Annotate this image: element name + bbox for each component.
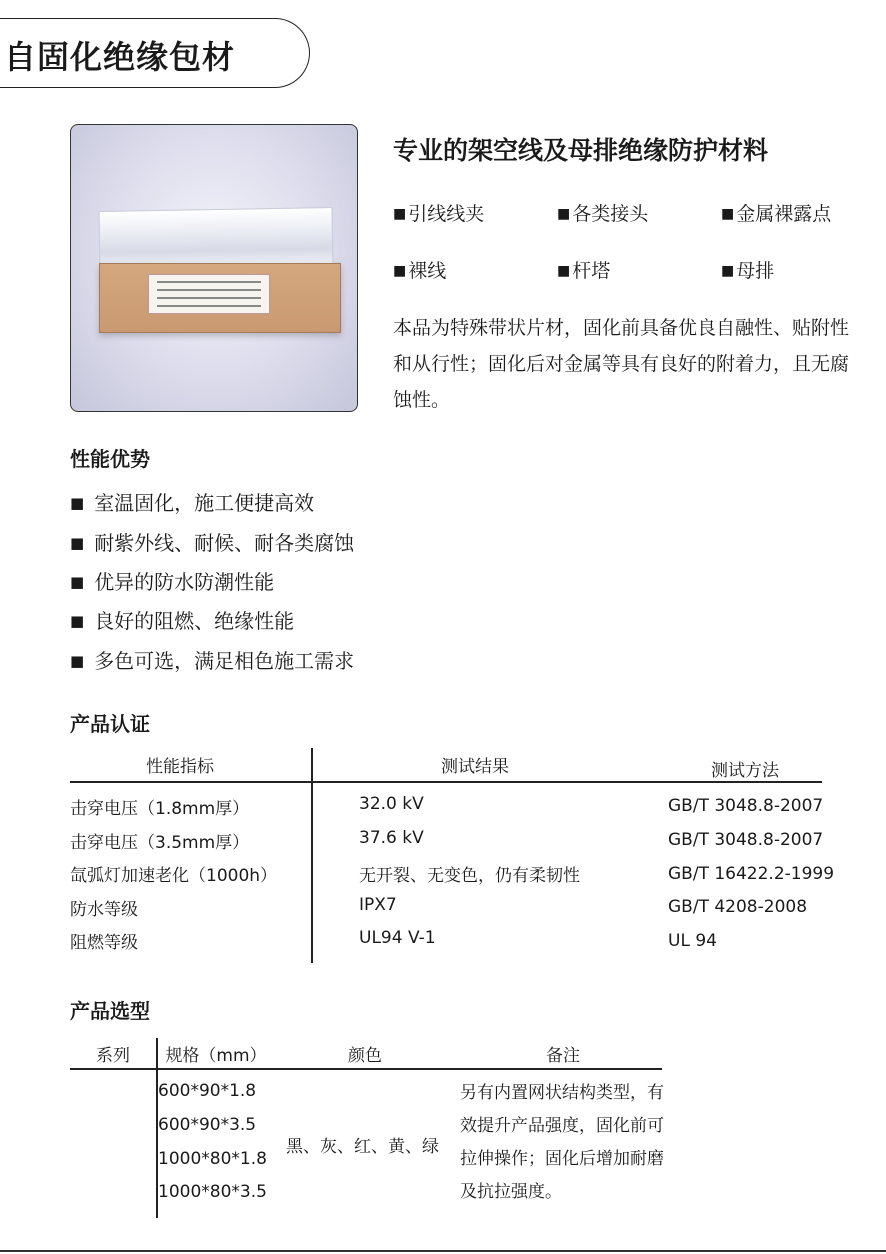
advantage-item: ■ 耐紫外线、耐候、耐各类腐蚀 <box>70 531 355 555</box>
product-pouch <box>98 207 333 271</box>
cert-header-method: 测试方法 <box>711 761 779 781</box>
selection-title: 产品选型 <box>70 999 150 1023</box>
application-item: ■ 金属裸露点 <box>721 199 831 226</box>
selection-note: 另有内置网状结构类型，有效提升产品强度，固化前可拉伸操作；固化后增加耐磨及抗拉强度。 <box>460 1083 664 1202</box>
cert-cell-result: 32.0 kV <box>359 794 424 814</box>
cert-cell-result: IPX7 <box>359 895 397 915</box>
advantage-item: ■ 多色可选，满足相色施工需求 <box>70 649 355 673</box>
selection-header-spec: 规格（mm） <box>165 1046 267 1066</box>
application-item: ■ 引线线夹 <box>393 199 484 226</box>
advantage-item: ■ 室温固化，施工便捷高效 <box>70 491 315 515</box>
cert-cell-method: UL 94 <box>668 931 717 951</box>
product-description: 本品为特殊带状片材，固化前具备优良自融性、贴附性和从行性；固化后对金属等具有良好的附着力，且无腐蚀性。 <box>393 317 850 411</box>
product-box <box>99 263 341 333</box>
box-label <box>148 274 270 314</box>
page-bottom-rule <box>0 1250 886 1252</box>
cert-cell-metric: 击穿电压（1.8mm厚） <box>70 799 250 819</box>
cert-cell-method: GB/T 3048.8-2007 <box>668 830 824 850</box>
subtitle: 专业的架空线及母排绝缘防护材料 <box>393 136 769 165</box>
cert-cell-method: GB/T 16422.2-1999 <box>668 864 835 884</box>
cert-cell-result: UL94 V-1 <box>359 928 436 948</box>
table-header-rule <box>70 781 822 783</box>
cert-cell-method: GB/T 4208-2008 <box>668 897 808 917</box>
selection-spec: 1000*80*3.5 <box>158 1182 267 1202</box>
cert-header-metric: 性能指标 <box>146 757 214 777</box>
advantage-item: ■ 优异的防水防潮性能 <box>70 570 275 594</box>
application-item: ■ 母排 <box>721 256 774 283</box>
certification-title: 产品认证 <box>70 712 150 736</box>
selection-header-color: 颜色 <box>348 1046 382 1066</box>
advantages-title: 性能优势 <box>70 447 150 471</box>
selection-spec: 600*90*1.8 <box>158 1081 257 1101</box>
selection-spec: 600*90*3.5 <box>158 1115 257 1135</box>
application-item: ■ 裸线 <box>393 256 446 283</box>
application-item: ■ 各类接头 <box>557 199 648 226</box>
application-item: ■ 杆塔 <box>557 256 610 283</box>
table-header-rule <box>70 1068 662 1070</box>
product-photo <box>70 124 358 412</box>
cert-header-result: 测试结果 <box>441 757 509 777</box>
cert-cell-metric: 阻燃等级 <box>70 933 138 953</box>
cert-cell-metric: 氙弧灯加速老化（1000h） <box>70 866 278 886</box>
selection-header-series: 系列 <box>96 1046 130 1066</box>
selection-colors: 黑、灰、红、黄、绿 <box>286 1137 439 1157</box>
cert-cell-metric: 防水等级 <box>70 900 138 920</box>
cert-cell-method: GB/T 3048.8-2007 <box>668 796 824 816</box>
cert-cell-metric: 击穿电压（3.5mm厚） <box>70 833 250 853</box>
cert-cell-result: 37.6 kV <box>359 828 424 848</box>
advantage-item: ■ 良好的阻燃、绝缘性能 <box>70 609 295 633</box>
selection-spec: 1000*80*1.8 <box>158 1149 267 1169</box>
selection-header-note: 备注 <box>546 1046 580 1066</box>
cert-cell-result: 无开裂、无变色，仍有柔韧性 <box>359 866 580 886</box>
page-title: 自固化绝缘包材 <box>4 38 236 76</box>
